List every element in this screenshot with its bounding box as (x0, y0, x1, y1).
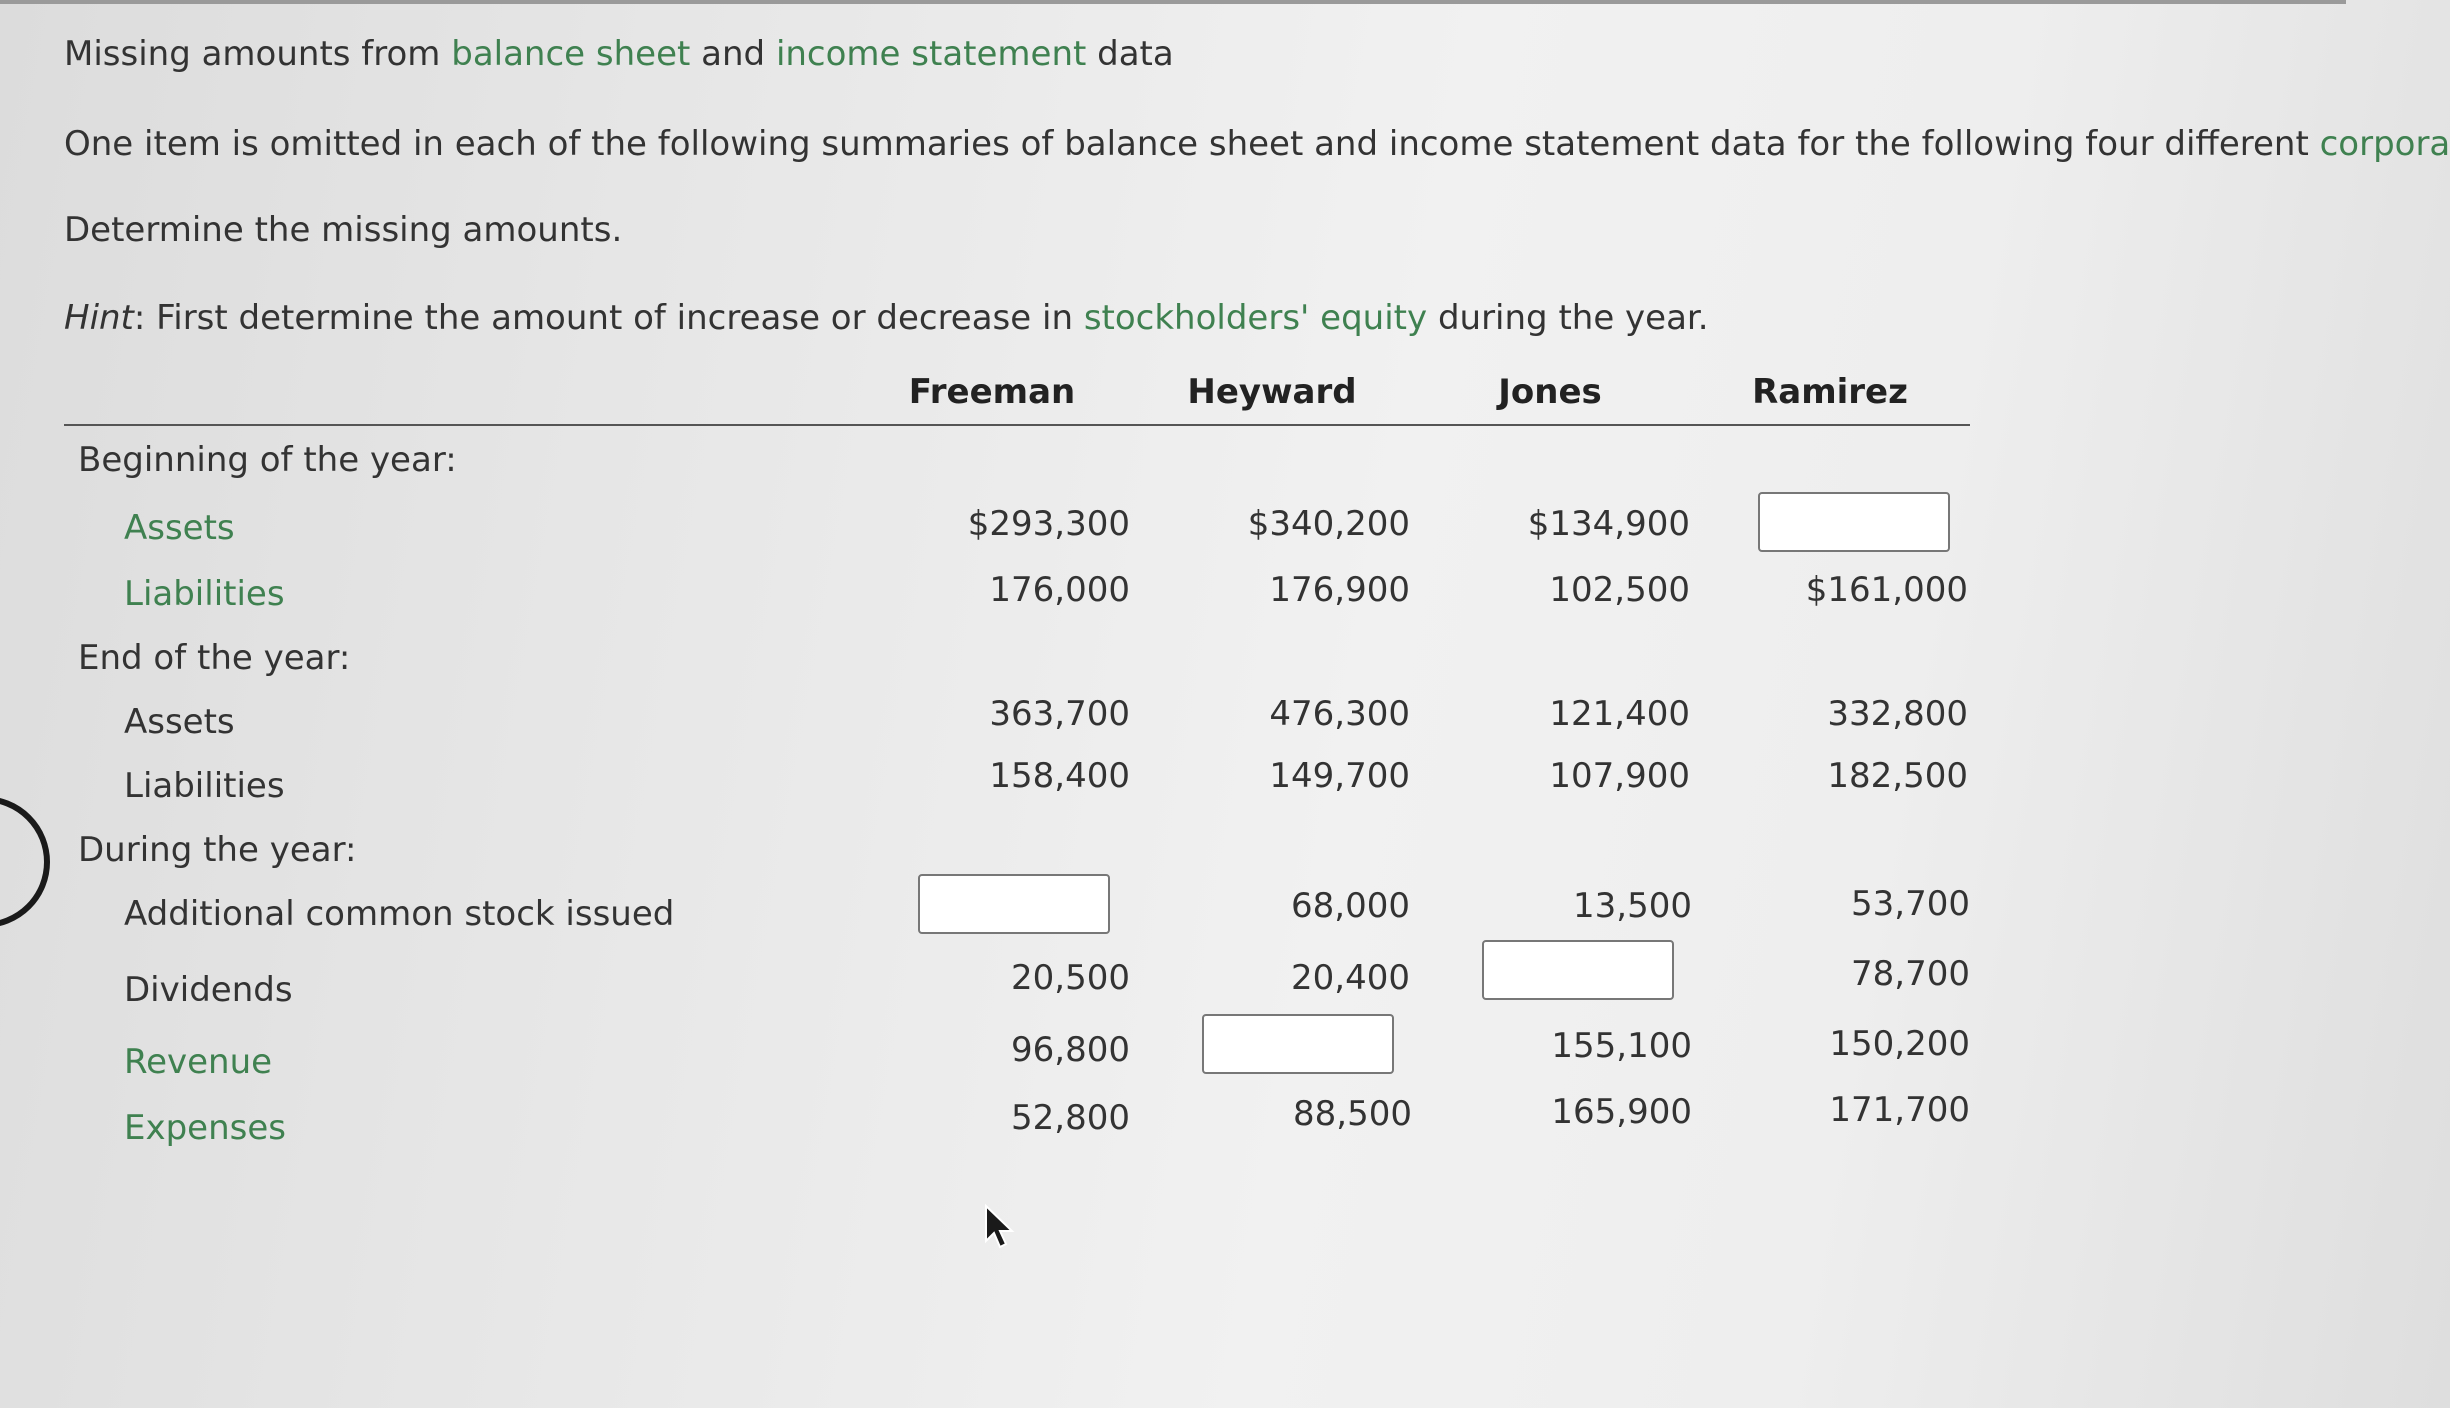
cell-freeman-dividends: 20,500 (1011, 958, 1130, 998)
column-header-heyward: Heyward (1187, 372, 1357, 412)
cell-jones-beginning-liabilities: 102,500 (1549, 570, 1690, 610)
cell-jones-end-liabilities: 107,900 (1549, 756, 1690, 796)
section-end: End of the year: (78, 638, 351, 678)
instructions-text (64, 124, 2450, 164)
cell-jones-stock-issued: 13,500 (1573, 886, 1692, 926)
cell-freeman-beginning-assets: $293,300 (967, 504, 1130, 544)
cell-jones-revenue: 155,100 (1551, 1026, 1692, 1066)
instructions-body: One item is omitted in each of the following summaries of balance sheet and income statement data for the following four different (64, 124, 2320, 164)
row-label-dividends: Dividends (124, 970, 293, 1010)
cell-freeman-end-liabilities: 158,400 (989, 756, 1130, 796)
cell-freeman-end-assets: 363,700 (989, 694, 1130, 734)
determine-text: Determine the missing amounts. (64, 210, 623, 250)
column-header-freeman: Freeman (908, 372, 1076, 412)
cell-ramirez-end-assets: 332,800 (1827, 694, 1968, 734)
input-heyward-revenue[interactable] (1202, 1014, 1394, 1074)
mouse-cursor-icon (983, 1203, 1017, 1251)
income-statement-link[interactable]: income statement (775, 34, 1087, 74)
corporations-link[interactable]: corpora (2319, 124, 2450, 164)
balance-sheet-link[interactable]: balance sheet (451, 34, 691, 74)
title-text: data (1086, 34, 1174, 74)
window-edge-arc (0, 796, 50, 928)
hint-label: Hint (64, 298, 134, 338)
input-jones-dividends[interactable] (1482, 940, 1674, 1000)
cell-jones-end-assets: 121,400 (1549, 694, 1690, 734)
section-during: During the year: (78, 830, 357, 870)
cell-heyward-dividends: 20,400 (1291, 958, 1410, 998)
cell-ramirez-revenue: 150,200 (1829, 1024, 1970, 1064)
cell-ramirez-expenses: 171,700 (1829, 1090, 1970, 1130)
cell-heyward-beginning-assets: $340,200 (1247, 504, 1410, 544)
row-label-beginning-assets[interactable]: Assets (124, 508, 235, 548)
cell-heyward-end-assets: 476,300 (1269, 694, 1410, 734)
hint-text (64, 298, 1709, 338)
hint-body: : First determine the amount of increase or decrease in (133, 298, 1084, 338)
row-label-beginning-liabilities[interactable]: Liabilities (124, 574, 285, 614)
cell-ramirez-end-liabilities: 182,500 (1827, 756, 1968, 796)
cell-jones-beginning-assets: $134,900 (1527, 504, 1690, 544)
hint-body: during the year. (1427, 298, 1709, 338)
cell-freeman-expenses: 52,800 (1011, 1098, 1130, 1138)
title-text: Missing amounts from (64, 34, 452, 74)
cell-heyward-beginning-liabilities: 176,900 (1269, 570, 1410, 610)
cell-freeman-beginning-liabilities: 176,000 (989, 570, 1130, 610)
top-border (0, 0, 2346, 4)
cell-heyward-end-liabilities: 149,700 (1269, 756, 1410, 796)
stockholders-equity-link[interactable]: stockholders' equity (1083, 298, 1428, 338)
cell-ramirez-stock-issued: 53,700 (1851, 884, 1970, 924)
cell-ramirez-beginning-liabilities: $161,000 (1805, 570, 1968, 610)
cell-heyward-expenses: 88,500 (1293, 1094, 1412, 1134)
column-header-ramirez: Ramirez (1752, 372, 1908, 412)
header-rule (64, 424, 1970, 426)
cell-ramirez-dividends: 78,700 (1851, 954, 1970, 994)
section-beginning: Beginning of the year: (78, 440, 457, 480)
title-text: and (690, 34, 776, 74)
page-title (64, 34, 1174, 74)
row-label-end-liabilities: Liabilities (124, 766, 285, 806)
row-label-end-assets: Assets (124, 702, 235, 742)
row-label-expenses[interactable]: Expenses (124, 1108, 286, 1148)
cell-heyward-stock-issued: 68,000 (1291, 886, 1410, 926)
column-header-jones: Jones (1498, 372, 1602, 412)
row-label-stock-issued: Additional common stock issued (124, 894, 675, 934)
cell-jones-expenses: 165,900 (1551, 1092, 1692, 1132)
cell-freeman-revenue: 96,800 (1011, 1030, 1130, 1070)
row-label-revenue[interactable]: Revenue (124, 1042, 273, 1082)
input-freeman-stock-issued[interactable] (918, 874, 1110, 934)
input-ramirez-beginning-assets[interactable] (1758, 492, 1950, 552)
